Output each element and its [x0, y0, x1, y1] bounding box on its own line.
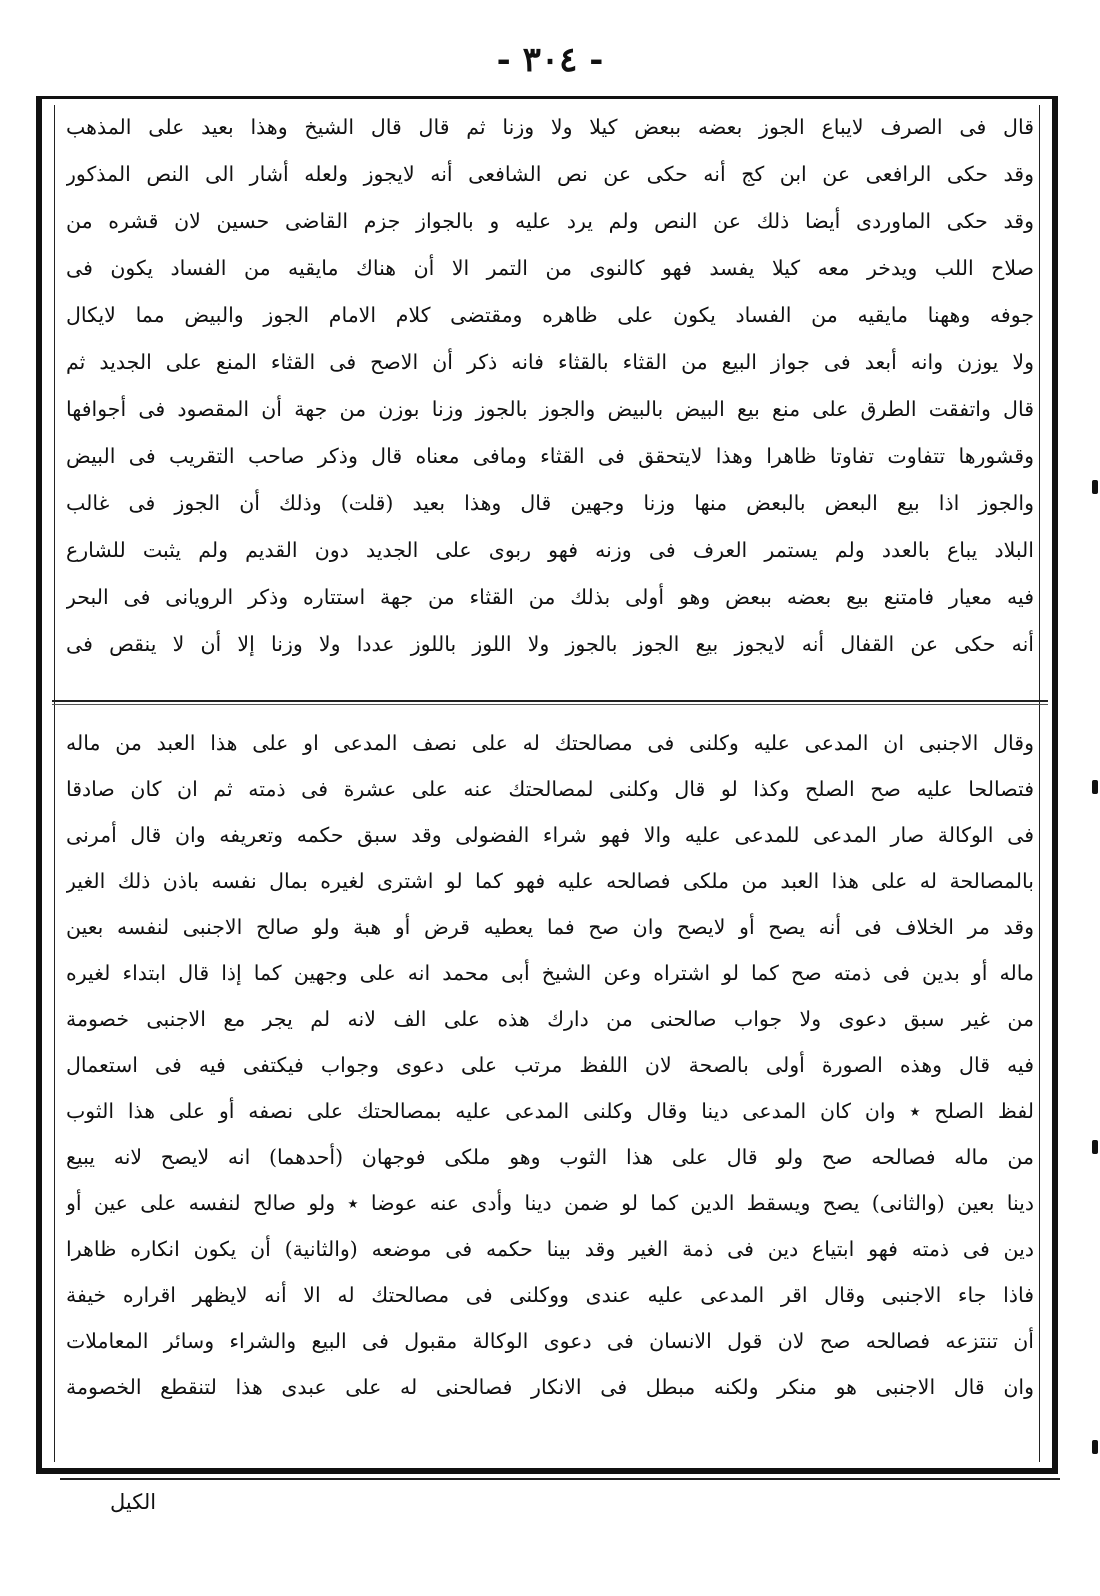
text-line: ماله أو بدين فى ذمته صح كما لو اشتراه وعن الشيخ أبى محمد انه على وجهين كما إذا قال ابتداء لغيره — [66, 961, 1034, 985]
text-line: دين فى ذمته فهو ابتياع دين فى ذمة الغير وقد بينا حكمه فى موضعه (والثانية) أن يكون انكاره ظاهرا — [66, 1237, 1034, 1261]
text-line: دينا بعين (والثانى) يصح ويسقط الدين كما لو ضمن دينا وأدى عنه عوضا ٭ ولو صالح لنفسه على عين أو — [66, 1191, 1034, 1215]
text-line: بالمصالحة له على هذا العبد من ملكى فصالحه عليه فهو كما لو اشترى لغيره بمال نفسه باذن ذلك الغير — [66, 869, 1034, 893]
bottom-text-block — [66, 720, 1034, 1410]
page-number: - ٣٠٤ - — [496, 40, 604, 80]
text-line: وقد مر الخلاف فى أنه يصح أو لايصح وان صح فما يعطيه قرض أو هبة ولو صالح الاجنبى لنفسه بعين — [66, 915, 1034, 939]
text-line: من غير سبق دعوى ولا جواب صالحنى من دارك هذه على الف لانه لم يجر مع الاجنبى خصومة — [66, 1007, 1034, 1031]
bottom-rule — [60, 1478, 1060, 1480]
section-divider — [52, 700, 1048, 702]
text-line: وقد حكى الرافعى عن ابن كج أنه حكى عن نص الشافعى أنه لايجوز ولعله أشار الى النص المذكور — [66, 162, 1034, 186]
text-line: وقال الاجنبى ان المدعى عليه وكلنى فى مصالحتك له على نصف المدعى او على هذا العبد من ماله — [66, 731, 1034, 755]
text-line: لفظ الصلح ٭ وان كان المدعى دينا وقال وكلنى المدعى عليه بمصالحتك على نصفه أو على هذا الثوب — [66, 1099, 1034, 1123]
text-line: قال واتفقت الطرق على منع بيع البيض بالبيض والجوز بالجوز وزنا بوزن من جهة أن المقصود فى أجوافها — [66, 397, 1034, 421]
text-line: قال فى الصرف لايباع الجوز بعضه ببعض كيلا ولا وزنا ثم قال قال الشيخ وهذا بعيد على المذهب — [66, 115, 1034, 139]
text-line: وقد حكى الماوردى أيضا ذلك عن النص ولم يرد عليه و بالجواز جزم القاضى حسين لان قشره من — [66, 209, 1034, 233]
catchword: الكيل — [110, 1490, 157, 1514]
text-line: وقشورها تتفاوت تفاوتا ظاهرا وهذا لايتحقق فى القثاء ومافى معناه قال وذكر صاحب التقريب فى البيض — [66, 444, 1034, 468]
text-line: جوفه وههنا مايقيه من الفساد يكون على ظاهره ومقتضى كلام الامام الجوز والبيض مما لايكال — [66, 303, 1034, 327]
top-text-block — [66, 104, 1034, 668]
scan-edge-mark — [1092, 780, 1098, 794]
text-line: فى الوكالة صار المدعى للمدعى عليه والا فهو شراء الفضولى وقد سبق حكمه وتعريفه وان قال أمرنى — [66, 823, 1034, 847]
text-line: فيه معيار فامتنع بيع بعضه ببعض وهو أولى بذلك من القثاء من جهة استتاره وذكر الرويانى فى البحر — [66, 585, 1034, 609]
text-line: فاذا جاء الاجنبى وقال اقر المدعى عليه عندى ووكلنى فى مصالحتك له الا أنه لايظهر اقراره خيفة — [66, 1283, 1034, 1307]
text-line: والجوز اذا بيع البعض بالبعض منها وزنا وجهين قال وهذا بعيد (قلت) وذلك أن الجوز فى غالب — [66, 491, 1034, 515]
text-line: فيه قال وهذه الصورة أولى بالصحة لان اللفظ مرتب على دعوى وجواب فيكتفى فيه فى استعمال — [66, 1053, 1034, 1077]
scan-edge-mark — [1092, 480, 1098, 494]
section-divider-thin — [52, 704, 1048, 705]
scan-edge-mark — [1092, 1140, 1098, 1154]
text-line: فتصالحا عليه صح الصلح وكذا لو قال وكلنى لمصالحتك عنه على عشرة فى ذمته ثم ان كان صادقا — [66, 777, 1034, 801]
text-line: ولا يوزن وانه أبعد فى جواز البيع من القثاء بالقثاء فانه ذكر أن الاصح فى القثاء المنع على الجديد ثم — [66, 350, 1034, 374]
text-line: أنه حكى عن القفال أنه لايجوز بيع الجوز بالجوز ولا اللوز باللوز عددا ولا وزنا إلا أن لا ينقص فى — [66, 632, 1034, 656]
text-line: أن تنتزعه فصالحه صح لان قول الانسان فى دعوى الوكالة مقبول فى البيع والشراء وسائر المعاملات — [66, 1329, 1034, 1353]
scan-edge-mark — [1092, 1440, 1098, 1454]
text-line: البلاد يباع بالعدد ولم يستمر العرف فى وزنه فهو ربوى على الجديد دون القديم ولم يثبت للشارع — [66, 538, 1034, 562]
text-line: من ماله فصالحه صح ولو قال على هذا الثوب وهو ملكى فوجهان (أحدهما) انه لايصح لانه يبيع — [66, 1145, 1034, 1169]
text-line: صلاح اللب ويدخر معه كيلا يفسد فهو كالنوى من التمر الا أن هناك مايقيه من الفساد يكون فى — [66, 256, 1034, 280]
text-line: وان قال الاجنبى هو منكر ولكنه مبطل فى الانكار فصالحنى له على عبدى هذا لتنقطع الخصومة — [66, 1375, 1034, 1399]
